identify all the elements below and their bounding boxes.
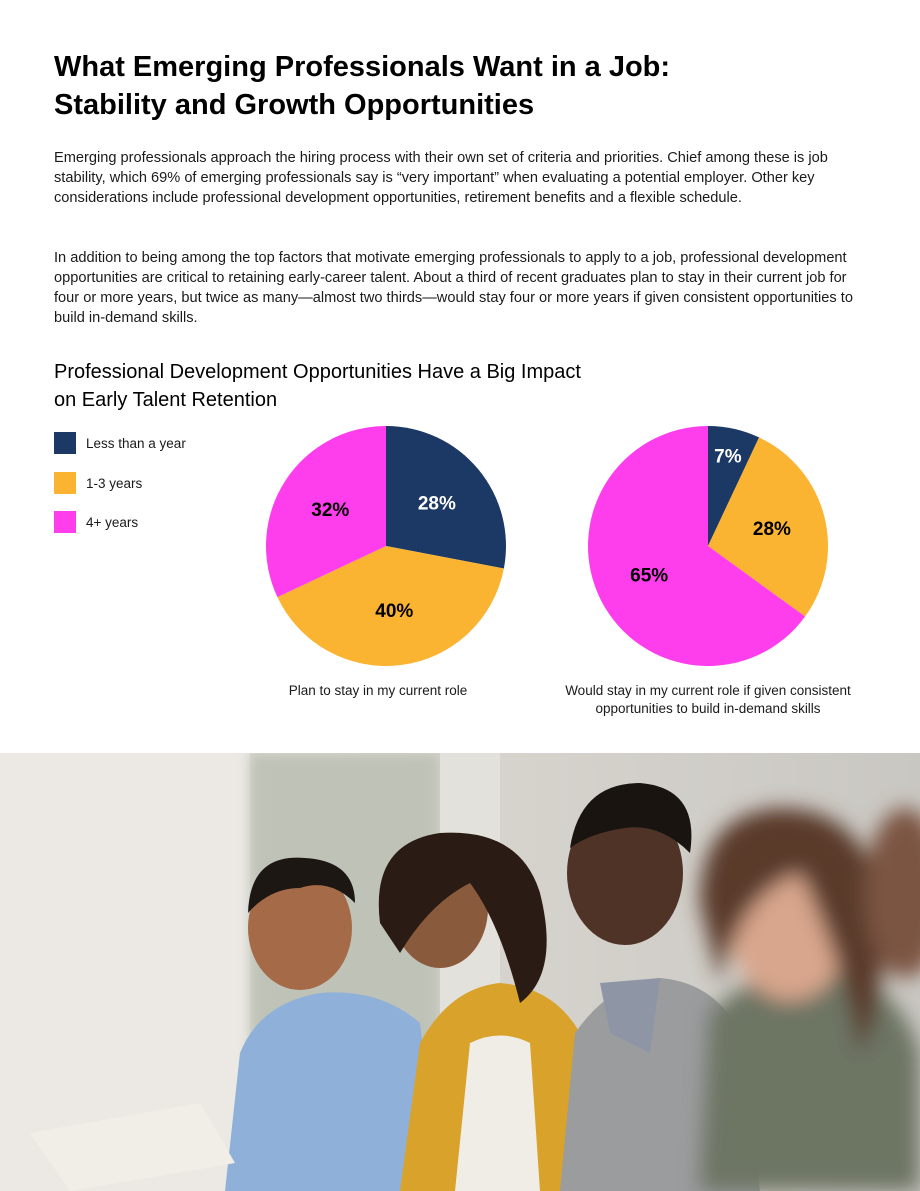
legend-label: 4+ years — [86, 515, 139, 530]
legend-label: Less than a year — [86, 436, 186, 451]
caption-line: Would stay in my current role if given consistent — [565, 683, 851, 698]
pie-chart-plan-to-stay — [263, 423, 509, 669]
pie-data-label: 65% — [630, 565, 669, 587]
pie-data-label: 28% — [752, 519, 791, 541]
pie-caption-plan-to-stay — [258, 682, 498, 700]
pie-chart-would-stay — [585, 423, 831, 669]
page-title-line: Stability and Growth Opportunities — [54, 89, 535, 121]
intro-paragraph: Emerging professionals approach the hiring process with their own set of criteria and priorities. Chief among these is job stability, which 69% of emerging professionals say is “very important” when evaluating a potential employer. Other key considerations include professional development opportunities, retirement benefits and a flexible schedule. — [54, 150, 828, 206]
legend-swatch — [54, 472, 76, 494]
team-photo — [0, 753, 920, 1191]
person-blurred-right — [700, 808, 920, 1191]
chart-title — [54, 358, 694, 414]
retention-paragraph: In addition to being among the top factors that motivate emerging professionals to apply to a job, professional development opportunities are critical to retaining early-career talent. About a third of recent graduates plan to stay in their current job for four or more years, but twice as many—almost two thirds—would stay four or more years if given consistent opportunities to build in-demand skills. — [54, 250, 853, 326]
pie-caption-would-stay — [545, 682, 871, 718]
page-title-line: What Emerging Professionals Want in a Job: — [54, 51, 671, 83]
caption-line: opportunities to build in-demand skills — [595, 701, 821, 716]
pie-data-label: 7% — [714, 446, 742, 468]
chart-title-line: Professional Development Opportunities Have a Big Impact — [54, 361, 581, 383]
chart-title-line: on Early Talent Retention — [54, 389, 278, 411]
pie-data-label: 40% — [375, 600, 414, 622]
page-title — [54, 48, 874, 124]
pie-data-label: 32% — [311, 500, 350, 522]
caption-line: Plan to stay in my current role — [288, 683, 468, 698]
legend-swatch — [54, 432, 76, 454]
pie-data-label: 28% — [417, 493, 456, 515]
legend-label: 1-3 years — [86, 475, 143, 491]
legend-swatch — [54, 511, 76, 533]
